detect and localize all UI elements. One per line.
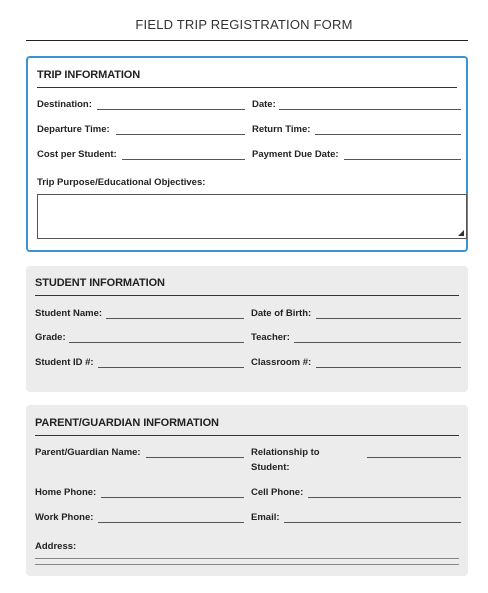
relationship-field[interactable] bbox=[367, 457, 461, 458]
section-divider bbox=[35, 435, 459, 436]
payment-due-date-label: Payment Due Date: bbox=[252, 149, 339, 160]
parent-guardian-section bbox=[26, 405, 468, 576]
classroom-label: Classroom #: bbox=[251, 357, 312, 368]
date-field[interactable] bbox=[279, 109, 461, 110]
departure-time-field[interactable] bbox=[116, 134, 245, 135]
student-id-label: Student ID #: bbox=[35, 357, 94, 368]
trip-information-section[interactable] bbox=[26, 56, 468, 252]
address-label: Address: bbox=[35, 541, 77, 552]
student-information-section bbox=[26, 266, 468, 392]
email-label: Email: bbox=[251, 512, 280, 523]
date-label: Date: bbox=[252, 99, 276, 110]
address-field-line1[interactable] bbox=[35, 558, 459, 559]
teacher-field[interactable] bbox=[294, 342, 461, 343]
student-id-field[interactable] bbox=[98, 367, 244, 368]
student-name-field[interactable] bbox=[106, 318, 244, 319]
trip-purpose-label: Trip Purpose/Educational Objectives: bbox=[37, 177, 206, 188]
home-phone-field[interactable] bbox=[101, 497, 244, 498]
destination-label: Destination: bbox=[37, 99, 92, 110]
section-divider bbox=[37, 87, 457, 88]
return-time-field[interactable] bbox=[315, 134, 461, 135]
date-of-birth-field[interactable] bbox=[316, 318, 461, 319]
section-heading-trip: TRIP INFORMATION bbox=[37, 69, 141, 81]
section-heading-student: STUDENT INFORMATION bbox=[35, 277, 165, 289]
trip-purpose-textarea[interactable] bbox=[37, 194, 467, 239]
cost-per-student-label: Cost per Student: bbox=[37, 149, 117, 160]
parent-name-field[interactable] bbox=[146, 457, 244, 458]
cost-per-student-field[interactable] bbox=[122, 159, 245, 160]
resize-handle-icon[interactable] bbox=[458, 230, 464, 236]
grade-field[interactable] bbox=[69, 342, 244, 343]
payment-due-date-field[interactable] bbox=[344, 159, 461, 160]
grade-label: Grade: bbox=[35, 332, 66, 343]
form-title: FIELD TRIP REGISTRATION FORM bbox=[135, 17, 353, 32]
cell-phone-label: Cell Phone: bbox=[251, 487, 304, 498]
section-divider bbox=[35, 295, 459, 296]
relationship-label-line2: Student: bbox=[251, 462, 290, 473]
cell-phone-field[interactable] bbox=[308, 497, 461, 498]
return-time-label: Return Time: bbox=[252, 124, 311, 135]
title-divider bbox=[26, 40, 468, 41]
student-name-label: Student Name: bbox=[35, 308, 103, 319]
classroom-field[interactable] bbox=[316, 367, 461, 368]
home-phone-label: Home Phone: bbox=[35, 487, 97, 498]
email-field[interactable] bbox=[284, 522, 461, 523]
destination-field[interactable] bbox=[97, 109, 245, 110]
section-heading-parent: PARENT/GUARDIAN INFORMATION bbox=[35, 417, 219, 429]
teacher-label: Teacher: bbox=[251, 332, 290, 343]
relationship-label-line1: Relationship to bbox=[251, 447, 320, 458]
work-phone-label: Work Phone: bbox=[35, 512, 94, 523]
address-field-line2[interactable] bbox=[35, 564, 459, 565]
date-of-birth-label: Date of Birth: bbox=[251, 308, 312, 319]
parent-name-label: Parent/Guardian Name: bbox=[35, 447, 141, 458]
work-phone-field[interactable] bbox=[98, 522, 244, 523]
departure-time-label: Departure Time: bbox=[37, 124, 110, 135]
